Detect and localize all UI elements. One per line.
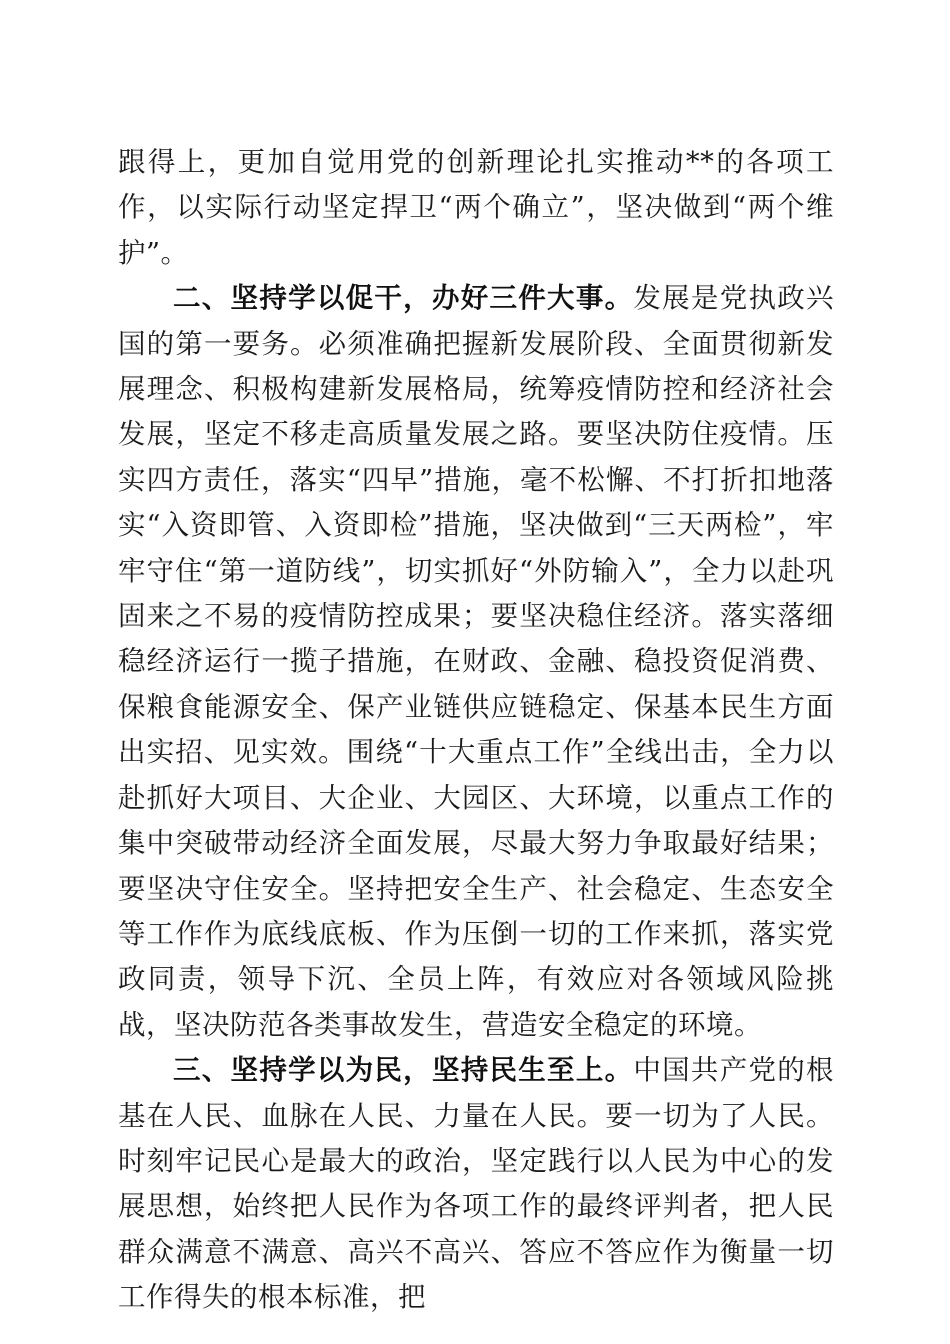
section-three-heading: 三、坚持学以为民，坚持民生至上。 (173, 1054, 634, 1087)
paragraph-section-two (118, 276, 834, 1048)
paragraph-section-three (118, 1048, 834, 1320)
document-body (118, 140, 834, 1321)
paragraph-continuation (118, 140, 834, 276)
section-two-heading: 二、坚持学以促干，办好三件大事。 (173, 282, 634, 315)
section-two-body: 发展是党执政兴国的第一要务。必须准确把握新发展阶段、全面贯彻新发展理念、积极构建新发展格局，统筹疫情防控和经济社会发展，坚定不移走高质量发展之路。要坚决防住疫情。压实四方责任，落实“四早”措施，毫不松懈、不打折扣地落实“入资即管、入资即检”措施，坚决做到“三天两检”，牢牢守住“第一道防线”，切实抓好“外防输入”，全力以赴巩固来之不易的疫情防控成果；要坚决稳住经济。落实落细稳经济运行一揽子措施，在财政、金融、稳投资促消费、保粮食能源安全、保产业链供应链稳定、保基本民生方面出实招、见实效。围绕“十大重点工作”全线出击，全力以赴抓好大项目、大企业、大园区、大环境，以重点工作的集中突破带动经济全面发展，尽最大努力争取最好结果；要坚决守住安全。坚持把安全生产、社会稳定、生态安全等工作作为底线底板、作为压倒一切的工作来抓，落实党政同责，领导下沉、全员上阵，有效应对各领域风险挑战，坚决防范各类事故发生，营造安全稳定的环境。 (118, 282, 835, 1041)
section-three-body: 中国共产党的根基在人民、血脉在人民、力量在人民。要一切为了人民。时刻牢记民心是最大的政治，坚定践行以人民为中心的发展思想，始终把人民作为各项工作的最终评判者，把人民群众满意不满意、高兴不高兴、答应不答应作为衡量一切工作得失的根本标准，把 (118, 1054, 835, 1314)
paragraph-1-text: 跟得上，更加自觉用党的创新理论扎实推动**的各项工作，以实际行动坚定捍卫“两个确立”，坚决做到“两个维护”。 (118, 146, 834, 269)
